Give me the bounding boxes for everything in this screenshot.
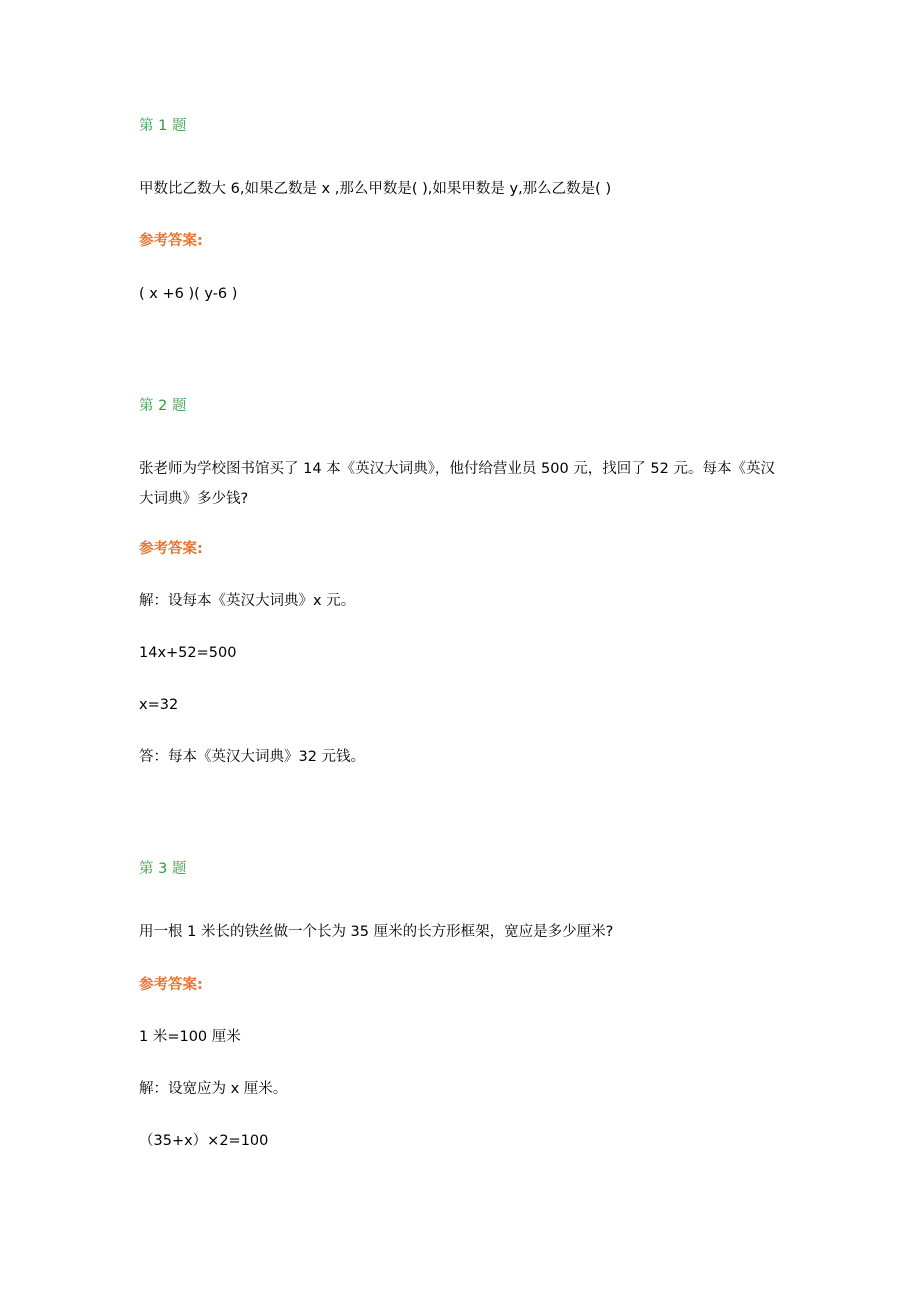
question-2-answer-line-2: 14x+52=500 [139,645,237,661]
question-3-answer-line-3: （35+x）×2=100 [139,1133,269,1149]
question-2-title: 第 2 题 [139,398,187,414]
question-3-answer-line-2: 解：设宽应为 x 厘米。 [139,1081,288,1097]
question-3-text: 用一根 1 米长的铁丝做一个长为 35 厘米的长方形框架，宽应是多少厘米? [139,924,614,940]
question-2-answer-line-1: 解：设每本《英汉大词典》x 元。 [139,593,356,609]
question-1-title: 第 1 题 [139,118,187,134]
question-3-answer-label: 参考答案: [139,977,203,993]
question-2-text: 张老师为学校图书馆买了 14 本《英汉大词典》，他付给营业员 500 元，找回了 52 元。每本《英汉大词典》多少钱? [139,461,775,507]
question-1-answer-line-1: ( x +6 )( y-6 ) [139,286,238,302]
question-2-answer-line-4: 答：每本《英汉大词典》32 元钱。 [139,749,366,765]
question-1-text: 甲数比乙数大 6,如果乙数是 x ,那么甲数是( ),如果甲数是 y,那么乙数是( ) [139,181,612,197]
question-2-answer-line-3: x=32 [139,697,179,713]
question-1-answer-label: 参考答案: [139,233,203,249]
question-3-title: 第 3 题 [139,861,187,877]
question-3-answer-line-1: 1 米=100 厘米 [139,1029,241,1045]
question-2-answer-label: 参考答案: [139,541,203,557]
